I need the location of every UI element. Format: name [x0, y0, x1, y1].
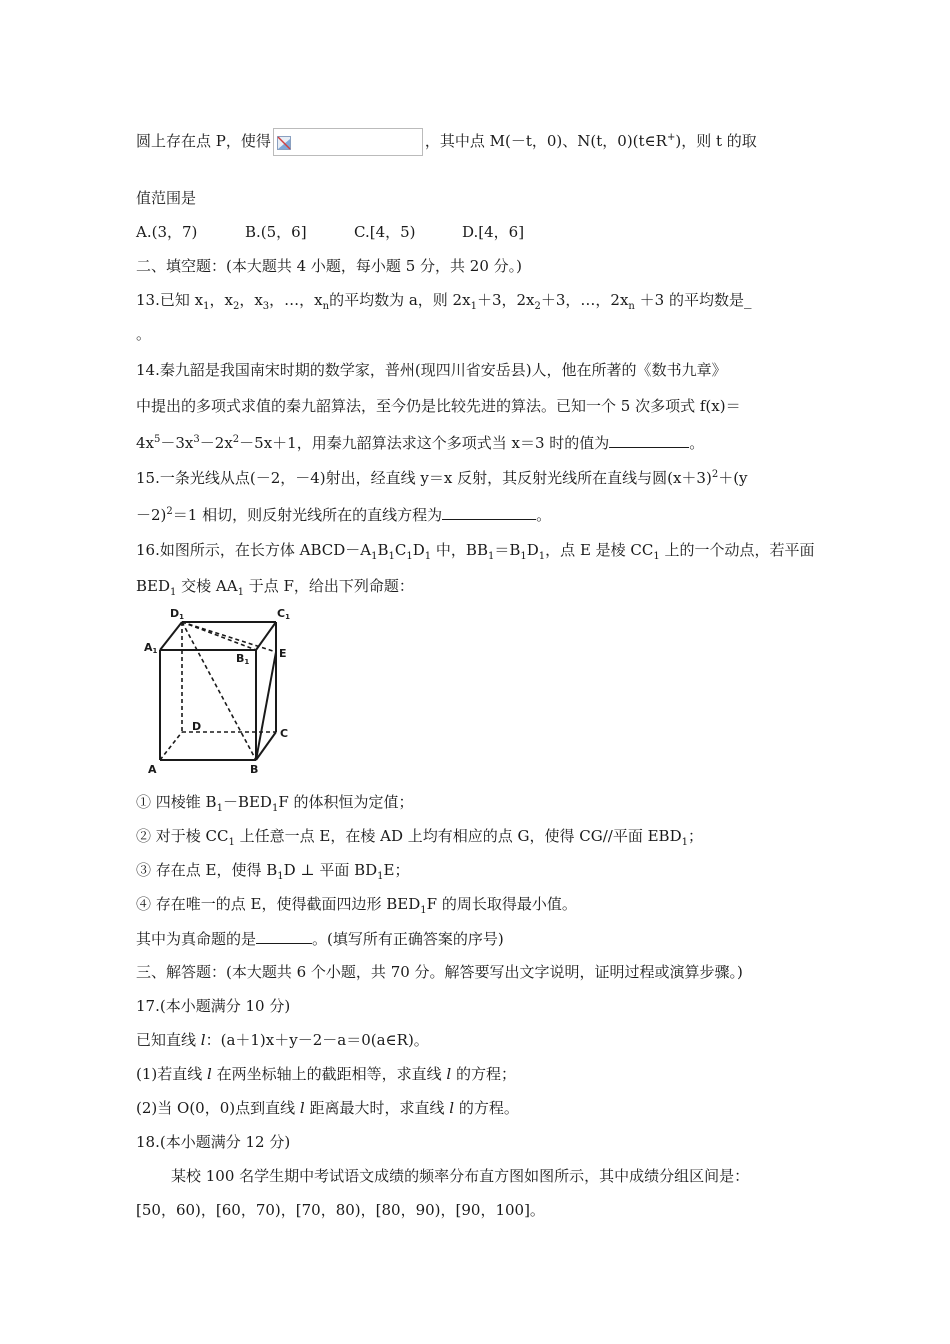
q15-line2: －2)$^2$＝1 相切，则反射光线所在的直线方程为 。: [136, 506, 552, 524]
q13-line2: 。: [136, 325, 152, 343]
q16-proposition-1: ① 四棱锥 $B_1-BED_1F$ 的体积恒为定值；: [136, 793, 414, 814]
q16-proposition-2: ② 对于棱 $CC_1$ 上任意一点 E，在棱 AD 上均有相应的点 G，使得 CG//平面 $EBD_1$；: [136, 827, 704, 848]
q12-line2: 值范围是: [136, 189, 197, 207]
q12-option-a: A.(3，7): [136, 223, 198, 241]
label-a: A: [148, 763, 157, 776]
q16-proposition-3: ③ 存在点 E，使得 $B_1D$ ⊥ 平面 $BD_1E$；: [136, 861, 410, 882]
q18-heading: 18.(本小题满分 12 分): [136, 1133, 291, 1151]
edge-b-e: [256, 652, 276, 760]
dashed-a-d: [160, 732, 182, 760]
label-d: D: [192, 720, 202, 733]
q12-option-b: B.(5，6]: [245, 223, 307, 241]
label-c1: C1: [277, 607, 290, 621]
cuboid-figure: [136, 602, 296, 778]
q17-heading: 17.(本小题满分 10 分): [136, 997, 291, 1015]
label-b1: B1: [236, 652, 250, 666]
q14-answer-blank: [609, 432, 689, 448]
q15-line1: 15.一条光线从点(－2，－4)射出，经直线 y＝x 反射，其反射光线所在直线与圆$(x+3)^2+(y$: [136, 469, 748, 487]
q14-line2: 中提出的多项式求值的秦九韶算法，至今仍是比较先进的算法。已知一个 5 次多项式 f(x)＝: [136, 397, 741, 415]
section-3-heading: 三、解答题：(本大题共 6 个小题，共 70 分。解答要写出文字说明，证明过程或演算步骤。): [136, 963, 743, 981]
q12-option-c: C.[4，5): [354, 223, 416, 241]
q18-line1: 某校 100 名学生期中考试语文成绩的频率分布直方图如图所示，其中成绩分组区间是：: [171, 1167, 750, 1185]
q13-line1: 13.已知 $x_1$，$x_2$，$x_3$，…，$x_n$的平均数为 a，则 $2x_1+3$，$2x_2+3$，…，$2x_n +3$ 的平均数是_: [136, 291, 752, 312]
broken-image-placeholder: [273, 128, 423, 156]
label-d1: D1: [170, 607, 185, 621]
q16-line2: $BED_1$ 交棱 $AA_1$ 于点 F，给出下列命题：: [136, 577, 414, 598]
q17-part-2: (2)当 O(0，0)点到直线 l 距离最大时，求直线 l 的方程。: [136, 1099, 519, 1117]
label-b: B: [250, 763, 259, 776]
edge-a1-d1: [160, 622, 182, 650]
q14-line3: $4x^5-3x^3-2x^2-5x+1$，用秦九韶算法求这个多项式当 x＝3 时的值为 。: [136, 434, 705, 452]
section-2-heading: 二、填空题：(本大题共 4 小题，每小题 5 分，共 20 分。): [136, 257, 522, 275]
q17-part-1: (1)若直线 l 在两坐标轴上的截距相等，求直线 l 的方程；: [136, 1065, 516, 1083]
q15-answer-blank: [442, 504, 536, 520]
label-e: E: [279, 647, 287, 660]
q12-option-d: D.[4，6]: [462, 223, 525, 241]
label-a1: A1: [144, 641, 158, 655]
broken-image-icon: [277, 136, 291, 150]
q18-line2: [50，60)，[60，70)，[70，80)，[80，90)，[90，100]。: [136, 1201, 545, 1219]
q16-answer-blank: [256, 928, 312, 944]
q16-line1: 16.如图所示，在长方体 $ABCD-A_1B_1C_1D_1$ 中，$BB_1=B_1D_1$，点 E 是棱 $CC_1$ 上的一个动点，若平面: [136, 541, 815, 562]
dashed-d1-b1: [182, 622, 256, 650]
q12-options: [136, 222, 524, 242]
q12-line1: 圆上存在点 P，使得 ，其中点 M(－t，0)、N(t，0)(t∈R+)，则 t 的取: [136, 128, 757, 156]
q14-line1: 14.秦九韶是我国南宋时期的数学家，普州(现四川省安岳县)人，他在所著的《数书九章》: [136, 361, 727, 379]
label-c: C: [280, 727, 289, 740]
q16-answer-line: 其中为真命题的是 。(填写所有正确答案的序号): [136, 930, 504, 948]
q16-proposition-4: ④ 存在唯一的点 E，使得截面四边形 $BED_1F$ 的周长取得最小值。: [136, 895, 577, 916]
q17-statement: 已知直线 l：(a＋1)x＋y－2－a＝0(a∈R)。: [136, 1031, 429, 1049]
